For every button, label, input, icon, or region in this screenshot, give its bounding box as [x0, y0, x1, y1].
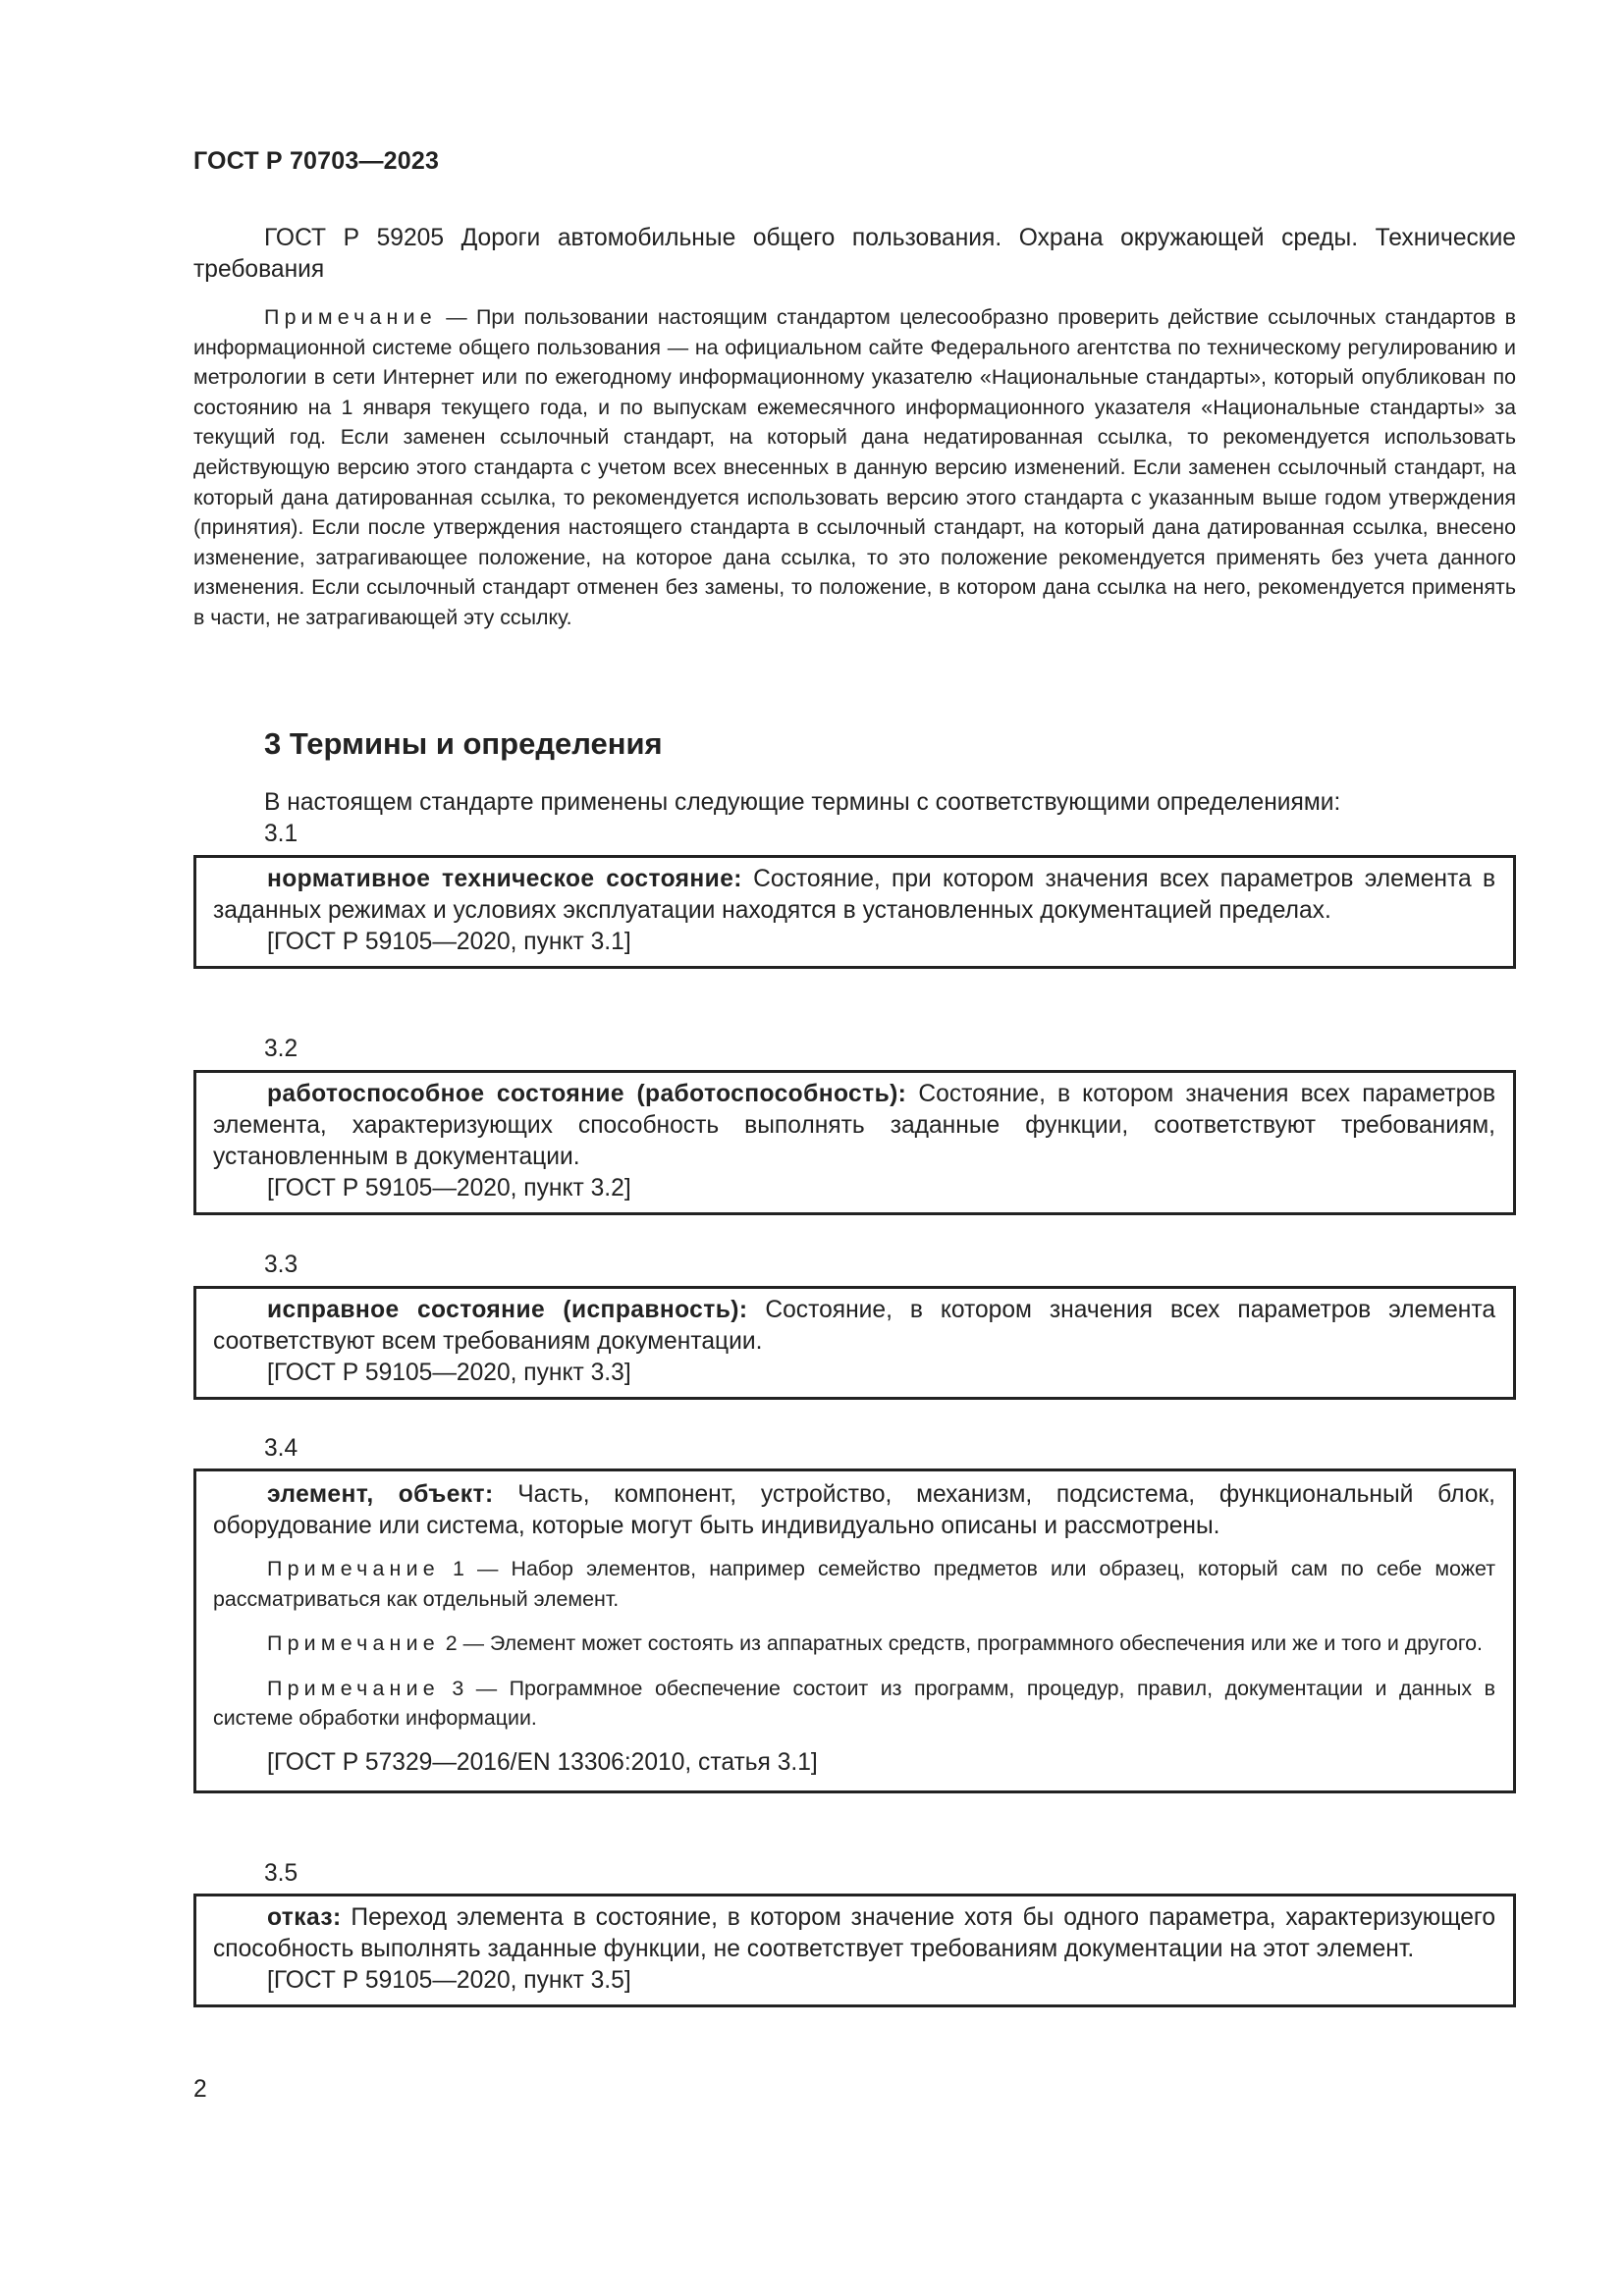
term-name: работоспособное состояние (работоспособность): [267, 1081, 907, 1107]
term-name: исправное состояние (исправность): [267, 1297, 748, 1323]
term-definition [213, 1079, 1495, 1173]
note-number: 2 [439, 1631, 458, 1656]
term-name: элемент, объект: [267, 1481, 494, 1508]
note-text: — Элемент может состоять из аппаратных средств, программного обеспечения или же и того и другого. [457, 1631, 1483, 1656]
term-definition-text: Переход элемента в состояние, в котором значение хотя бы одного параметра, характеризующего способность выполнять заданные функции, не соответствует требованиям документации на этот элемент. [213, 1904, 1495, 1962]
term-definition [213, 1479, 1495, 1542]
normative-reference-item: ГОСТ Р 59205 Дороги автомобильные общего пользования. Охрана окружающей среды. Технические требования [193, 225, 1516, 283]
term-definition-text: Состояние, в котором значения всех параметров элемента, характеризующих способность выполнять заданные функции, соответствуют требованиям, установленным в документации. [213, 1081, 1496, 1170]
note-label: Примечание [267, 1557, 440, 1580]
references-note [193, 302, 1516, 633]
note-text: — Программное обеспечение состоит из программ, процедур, правил, документации и данных в системе обработки информации. [213, 1676, 1495, 1731]
term-number: 3.5 [264, 1860, 298, 1887]
note-number: 1 [439, 1557, 464, 1580]
term-source: [ГОСТ Р 59105—2020, пункт 3.3] [267, 1360, 631, 1386]
term-source: [ГОСТ Р 59105—2020, пункт 3.5] [267, 1967, 631, 1994]
note-label: Примечание [267, 1631, 440, 1656]
section-intro: В настоящем стандарте применены следующие термины с соответствующими определениями: [264, 789, 1341, 816]
term-box [193, 855, 1516, 969]
term-name: нормативное техническое состояние: [267, 866, 742, 892]
term-definition [213, 1902, 1495, 1965]
term-number: 3.2 [264, 1036, 298, 1062]
note-number: 3 [439, 1676, 464, 1700]
term-name: отказ: [267, 1904, 342, 1931]
section-title: 3 Термины и определения [264, 726, 663, 761]
term-box [193, 1468, 1516, 1793]
note-text: — При пользовании настоящим стандартом целесообразно проверить действие ссылочных стандартов в информационной системе общего пользования — на официальном сайте Федерального агентства по техническому регулированию и метрологии в сети Интернет или по ежегодному информационному указателю «Национальные стандарты», который опубликован по состоянию на 1 января текущего года, и по выпускам ежемесячного информационного указателя «Национальные стандарты» за текущий год. Если заменен ссылочный стандарт, на который дана недатированная ссылка, то рекомендуется использовать действующую версию этого стандарта с учетом всех внесенных в данную версию изменений. Если заменен ссылочный стандарт, на который дана датированная ссылка, то рекомендуется использовать версию этого стандарта с указанным выше годом утверждения (принятия). Если после утверждения настоящего стандарта в ссылочный стандарт, на который дана датированная ссылка, внесено изменение, затрагивающее положение, на которое дана ссылка, то это положение рекомендуется применять без учета данного изменения. Если ссылочный стандарт отменен без замены, то положение, в котором дана ссылка на него, рекомендуется применять в части, не затрагивающей эту ссылку. [193, 305, 1516, 629]
term-box [193, 1894, 1516, 2007]
term-definition-text: Часть, компонент, устройство, механизм, подсистема, функциональный блок, оборудование или система, которые могут быть индивидуально описаны и рассмотрены. [213, 1481, 1495, 1539]
term-note [213, 1674, 1495, 1734]
note-text: — Набор элементов, например семейство предметов или образец, который сам по себе может рассматриваться как отдельный элемент. [213, 1557, 1495, 1611]
term-note [213, 1629, 1495, 1659]
term-box [193, 1070, 1516, 1215]
document-id-header: ГОСТ Р 70703—2023 [193, 147, 440, 175]
term-source: [ГОСТ Р 59105—2020, пункт 3.1] [267, 929, 631, 955]
page-number: 2 [193, 2076, 207, 2103]
term-definition [213, 1295, 1495, 1358]
term-definition-text: Состояние, в котором значения всех параметров элемента соответствуют всем требованиям документации. [213, 1297, 1496, 1355]
term-note [213, 1554, 1495, 1614]
term-definition [213, 864, 1495, 927]
term-box [193, 1286, 1516, 1400]
term-number: 3.1 [264, 821, 298, 847]
term-number: 3.4 [264, 1435, 298, 1462]
term-source: [ГОСТ Р 59105—2020, пункт 3.2] [267, 1175, 631, 1201]
term-source: [ГОСТ Р 57329—2016/EN 13306:2010, статья 3.1] [267, 1748, 818, 1776]
term-definition-text: Состояние, при котором значения всех параметров элемента в заданных режимах и условиях эксплуатации находятся в установленных документацией пределах. [213, 866, 1496, 924]
note-label: Примечание [267, 1676, 440, 1700]
term-number: 3.3 [264, 1252, 298, 1278]
note-label: Примечание [264, 305, 437, 329]
